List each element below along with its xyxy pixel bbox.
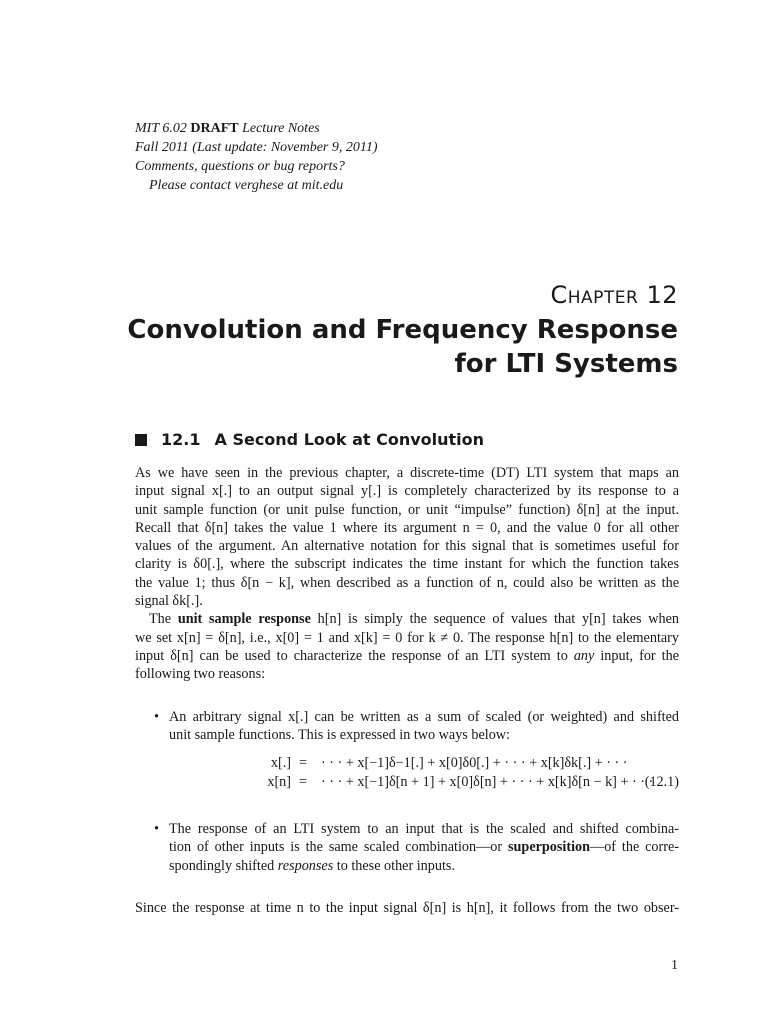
equation-rhs: · · · + x[−1]δ−1[.] + x[0]δ0[.] + · · · + x[k]δk[.] + · · · <box>321 755 628 772</box>
body-text <box>135 464 679 917</box>
bullet2-line-2 <box>169 838 679 856</box>
para1-line: clarity is δ0[.], where the subscript indicates the time instant for which the function takes <box>135 556 679 573</box>
superposition-term: superposition <box>508 839 591 856</box>
paragraph-2 <box>135 610 679 683</box>
bullet2-text: to these other inputs. <box>333 857 455 874</box>
para1-line: unit sample function (or unit pulse function, or unit “impulse” function) δ[n] at the input. <box>135 501 679 518</box>
header-line-3: Comments, questions or bug reports? <box>135 159 345 174</box>
bullet2-text: spondingly shifted <box>169 857 278 874</box>
equation-equals: = <box>299 755 308 772</box>
para2-line-4: following two reasons: <box>135 666 266 683</box>
header-line-4: Please contact verghese at mit.edu <box>149 178 344 193</box>
bullet2-line-3 <box>169 857 679 875</box>
closing-line: Since the response at time n to the input signal δ[n] is h[n], it follows from the two obser- <box>135 900 679 917</box>
bullet-item-1 <box>135 708 679 795</box>
chapter-title-line-1: Convolution and Frequency Response <box>127 315 678 345</box>
para1-line: input signal x[.] to an output signal y[.] is completely characterized by its response to a <box>135 483 679 500</box>
header-notes-label: Lecture Notes <box>238 121 320 136</box>
bullet-dot-icon: • <box>154 821 159 838</box>
para2-text: input δ[n] can be used to characterize the response of an LTI system to <box>135 647 574 664</box>
para2-text: input, for the <box>594 647 680 664</box>
bullet-item-2 <box>135 820 679 875</box>
para1-line: the value 1; thus δ[n − k], when described as a function of n, could also be written as the <box>135 574 679 591</box>
equation-equals: = <box>299 774 308 791</box>
para1-line: values of the argument. An alternative notation for this signal that is sometimes useful for <box>135 538 679 555</box>
para2-text: h[n] is simply the sequence of values that y[n] takes when <box>310 611 680 628</box>
emphasis-any: any <box>573 647 595 664</box>
paragraph-1 <box>135 464 679 610</box>
para1-line: Recall that δ[n] takes the value 1 where its argument n = 0, and the value 0 for all other <box>135 519 679 536</box>
para2-line-3 <box>135 647 679 665</box>
unit-sample-response-term: unit sample response <box>177 611 311 628</box>
chapter-title-line-2: for LTI Systems <box>454 349 678 379</box>
equation-rhs: · · · + x[−1]δ[n + 1] + x[0]δ[n] + · · · + x[k]δ[n − k] + · · · <box>321 774 654 791</box>
para1-line: signal δk[.]. <box>135 593 203 610</box>
equation-12-1 <box>169 754 679 794</box>
header-draft: DRAFT <box>190 121 239 136</box>
chapter-title <box>118 313 678 381</box>
para1-line: As we have seen in the previous chapter, a discrete-time (DT) LTI system that maps an <box>135 465 679 481</box>
section-heading <box>135 430 484 449</box>
bullet1-line-2: unit sample functions. This is expressed in two ways below: <box>169 726 510 743</box>
bullet2-text: tion of other inputs is the same scaled combination—or <box>169 839 509 856</box>
equation-number: (12.1) <box>644 774 679 791</box>
bullet2-text: —of the corre- <box>590 839 679 856</box>
lecture-notes-header <box>135 119 378 195</box>
bullet1-line-1: An arbitrary signal x[.] can be written as a sum of scaled (or weighted) and shifted <box>169 708 679 725</box>
para2-line-1 <box>135 610 679 628</box>
bullet-dot-icon: • <box>154 708 159 725</box>
chapter-label: Chapter 12 <box>550 281 678 309</box>
para2-line-2: we set x[n] = δ[n], i.e., x[0] = 1 and x[k] = 0 for k ≠ 0. The response h[n] to the elementary <box>135 629 679 646</box>
bullet2-line-1: The response of an LTI system to an input that is the scaled and shifted combina- <box>169 821 679 838</box>
header-line-2: Fall 2011 (Last update: November 9, 2011) <box>135 140 378 155</box>
equation-lhs: x[.] <box>270 755 291 772</box>
header-line-1 <box>135 119 378 138</box>
emphasis-responses: responses <box>277 857 334 874</box>
section-title: A Second Look at Convolution <box>214 430 485 449</box>
para2-text: The <box>149 611 178 628</box>
header-course: MIT 6.02 <box>135 121 191 136</box>
page-number: 1 <box>671 958 678 973</box>
section-number: 12.1 <box>161 430 201 449</box>
section-square-icon <box>135 434 147 446</box>
equation-lhs: x[n] <box>267 774 291 791</box>
